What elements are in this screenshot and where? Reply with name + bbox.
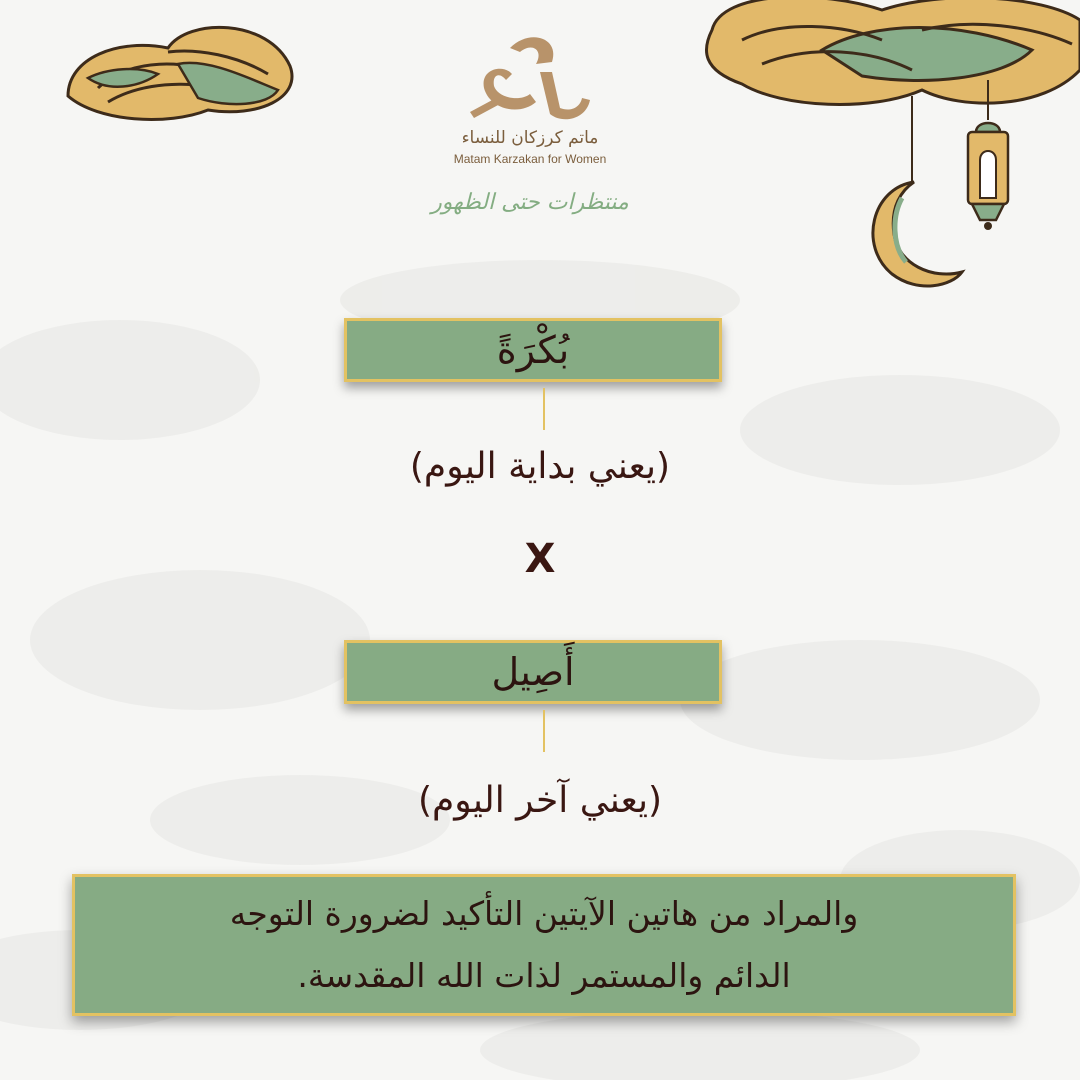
summary-line-2: الدائم والمستمر لذات الله المقدسة. (297, 956, 791, 995)
term-meaning: (يعني آخر اليوم) (417, 780, 663, 821)
summary-box (72, 874, 1016, 1016)
logo-tagline: منتظرات حتى الظهور (431, 190, 629, 215)
cloud-swirl-icon (58, 18, 302, 128)
logo-emblem-icon (440, 28, 620, 128)
summary-line-1: والمراد من هاتين الآيتين التأكيد لضرورة التوجه (229, 894, 859, 933)
term-word-box (344, 318, 722, 382)
term-meaning: (يعني بداية اليوم) (409, 446, 671, 487)
logo-english-name: Matam Karzakan for Women (453, 152, 607, 166)
term-word-box (344, 640, 722, 704)
term-word: بُكْرَةً (496, 328, 570, 372)
term-word: أَصِيل (491, 650, 575, 694)
versus-mark: X (524, 536, 556, 582)
logo-arabic-name: ماتم كرزكان للنساء (461, 128, 599, 148)
connector-line (543, 710, 545, 752)
connector-line (543, 388, 545, 430)
lantern-icon (962, 80, 1014, 232)
crescent-moon-icon (862, 96, 966, 290)
